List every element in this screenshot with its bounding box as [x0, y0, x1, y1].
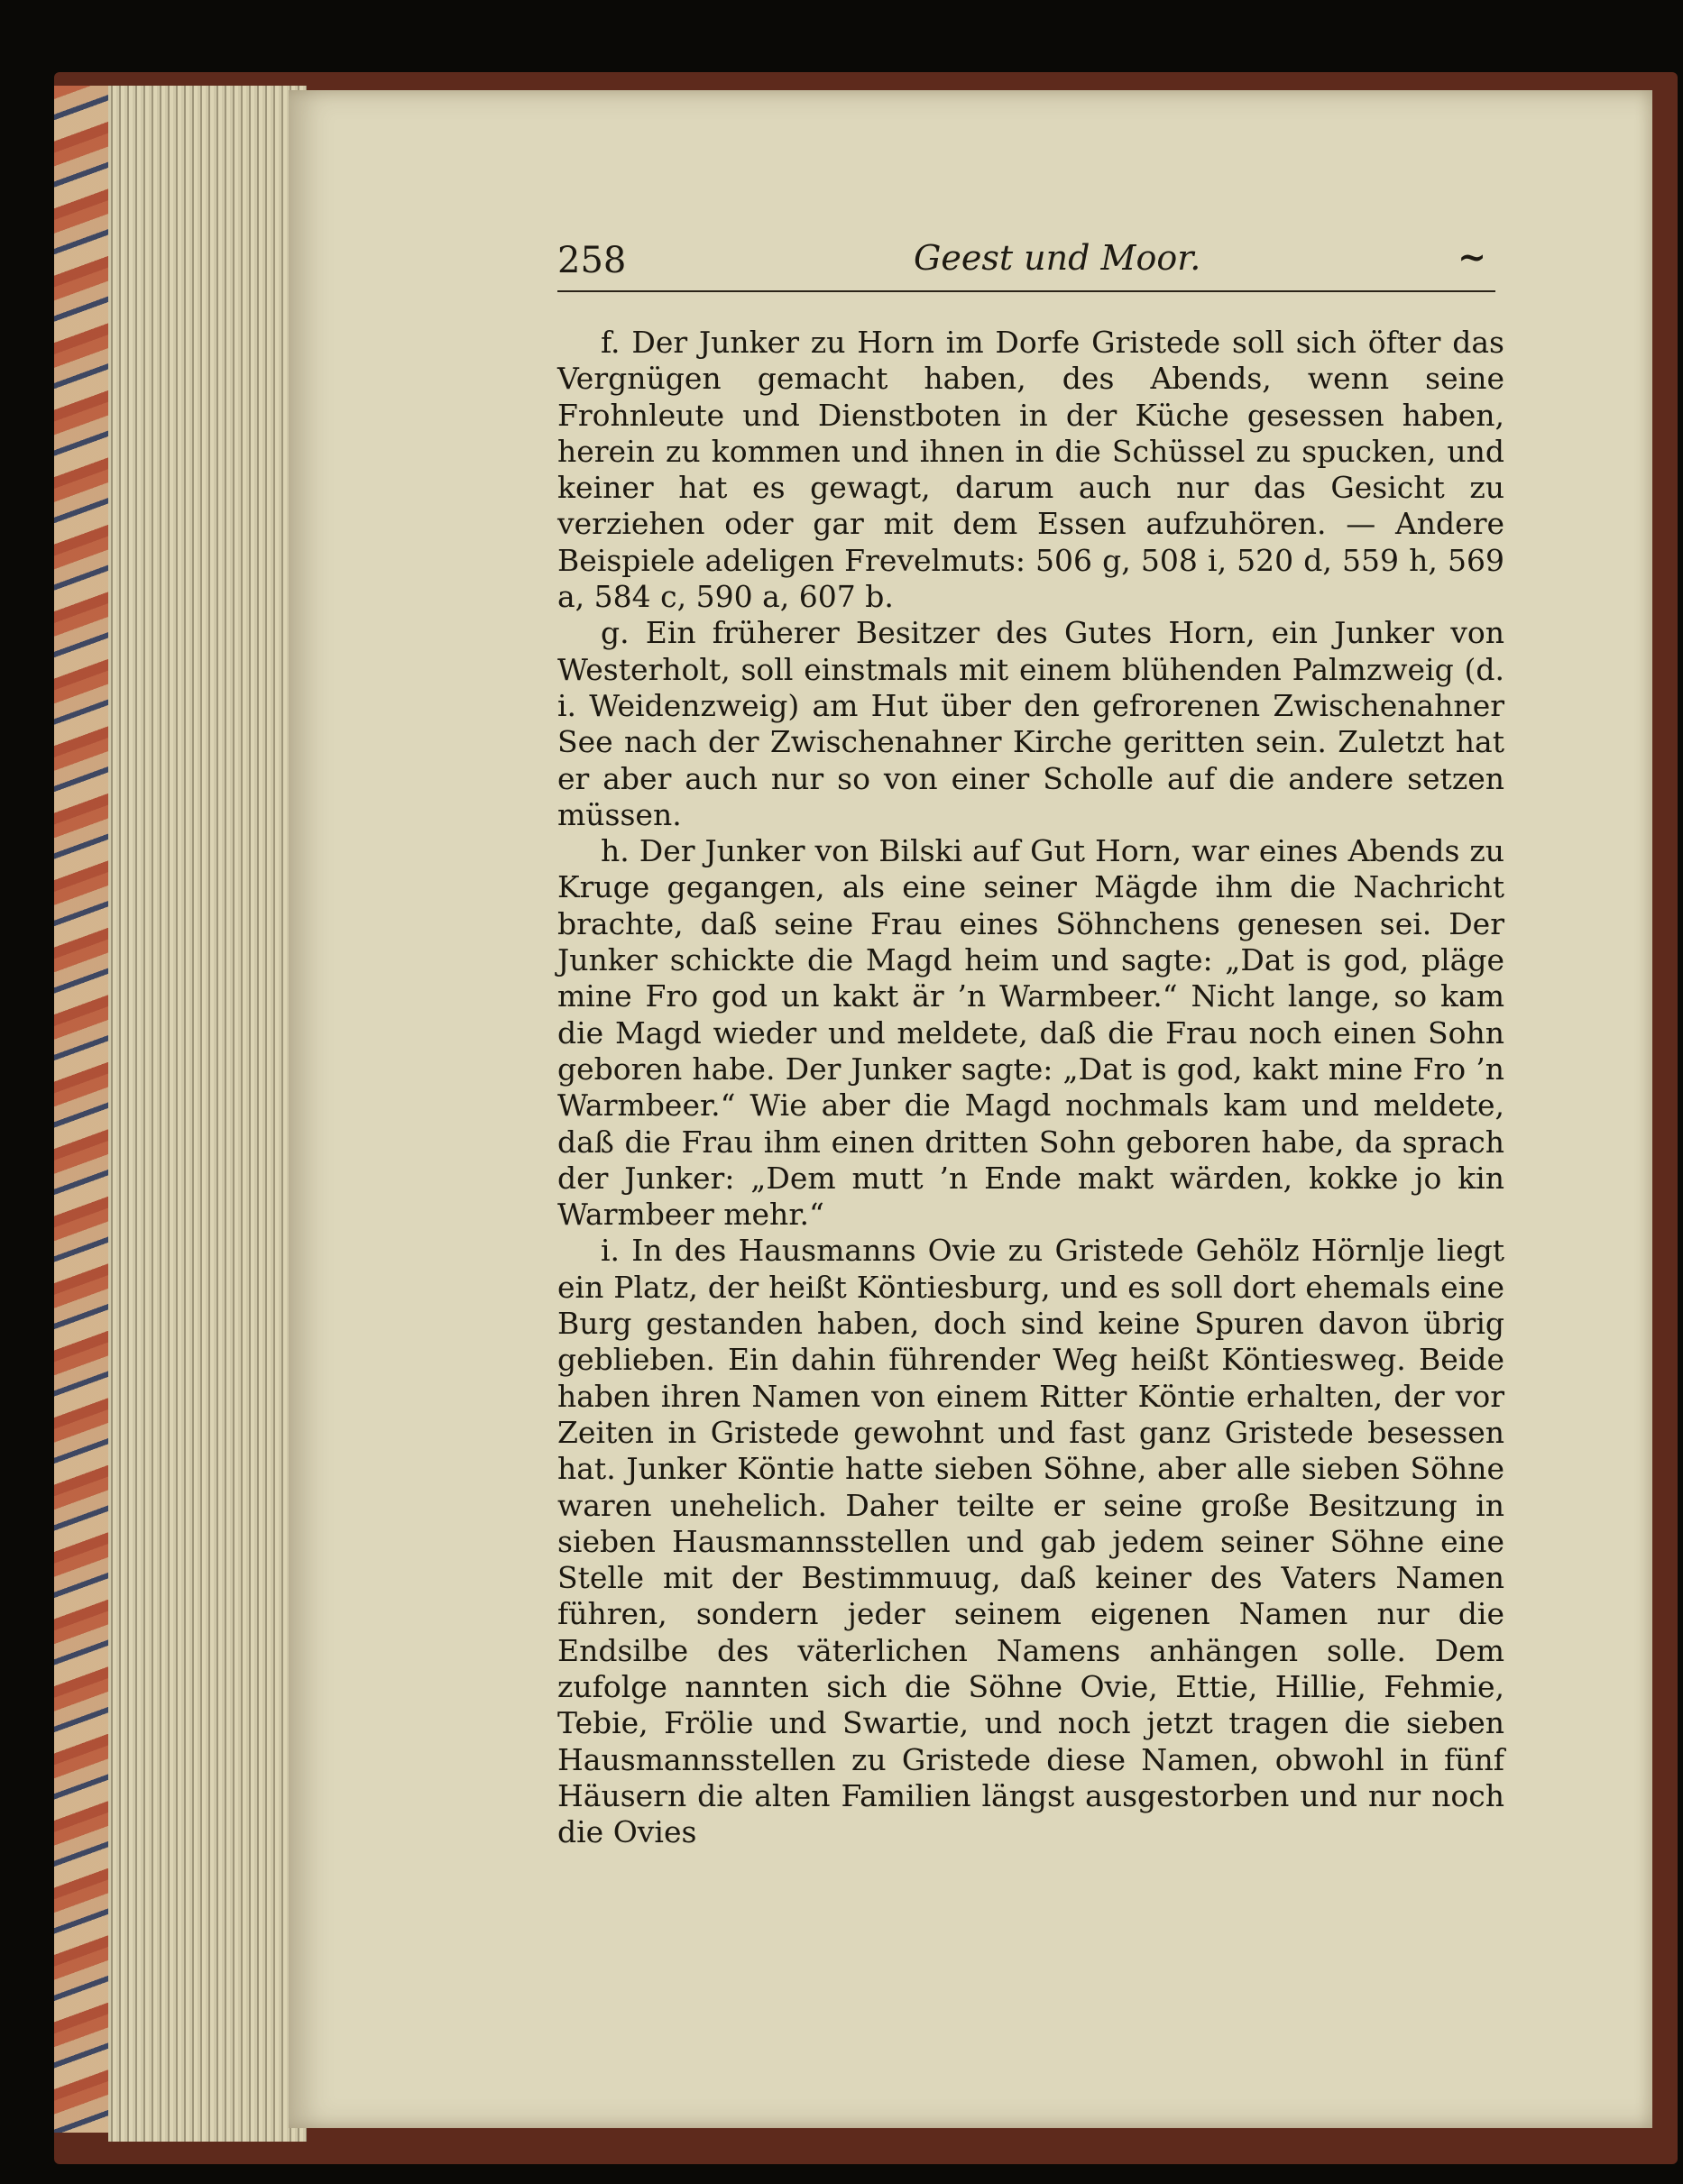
body-text — [557, 325, 1504, 1850]
paragraph-label: g. — [601, 615, 630, 651]
paragraph-f — [557, 325, 1504, 615]
paragraph-label: f. — [601, 325, 621, 360]
page-stack-edge — [108, 86, 307, 2142]
paragraph-text: Der Junker von Bilski auf Gut Horn, war eines Abends zu Kruge gegangen, als eine seiner Mägde ihm die Nachricht brachte, daß seine Frau eines Söhnchens genesen sei. Der Junker schickte die Magd heim und sagte: „Dat is god, pläge mine Fro god un kakt är ’n Warmbeer.“ Nicht lange, so kam die Magd wieder und meldete, daß die Frau noch einen Sohn geboren habe. Der Junker sagte: „Dat is god, kakt mine Fro ’n Warmbeer.“ Wie aber die Magd nochmals kam und meldete, daß die Frau ihm einen dritten Sohn geboren habe, da sprach der Junker: „Dem mutt ’n Ende makt wärden, kokke jo kin Warmbeer mehr.“ — [557, 833, 1504, 1233]
paragraph-text: Ein früherer Besitzer des Gutes Horn, ein Junker von Westerholt, soll einstmals mit einem blühenden Palmzweig (d. i. Weidenzweig) am Hut über den gefrorenen Zwischenahner See nach der Zwischenahner Kirche geritten sein. Zuletzt hat er aber auch nur so von einer Scholle auf die andere setzen müssen. — [557, 615, 1504, 832]
page-number: 258 — [557, 240, 627, 281]
paragraph-i — [557, 1233, 1504, 1850]
running-head — [557, 236, 1495, 292]
paragraph-h — [557, 833, 1504, 1233]
paragraph-label: i. — [601, 1233, 621, 1269]
paragraph-text: Der Junker zu Horn im Dorfe Gristede soll sich öfter das Vergnügen gemacht haben, des Abends, wenn seine Frohnleute und Dienstboten in der Küche gesessen haben, herein zu kommen und ihnen in die Schüssel zu spucken, und keiner hat es gewagt, darum auch nur das Gesicht zu verziehen oder gar mit dem Essen aufzuhören. — Andere Beispiele adeligen Frevelmuts: 506 g, 508 i, 520 d, 559 h, 569 a, 584 c, 590 a, 607 b. — [557, 325, 1504, 615]
paragraph-label: h. — [601, 833, 630, 869]
page-title: Geest und Moor. — [914, 238, 1201, 278]
paragraph-text: In des Hausmanns Ovie zu Gristede Gehölz Hörnlje liegt ein Platz, der heißt Köntiesburg, und es soll dort ehemals eine Burg gestanden haben, doch sind keine Spuren davon übrig geblieben. Ein dahin führender Weg heißt Köntiesweg. Beide haben ihren Namen von einem Ritter Köntie erhalten, der vor Zeiten in Gristede gewohnt und fast ganz Gristede besessen hat. Junker Köntie hatte sieben Söhne, aber alle sieben Söhne waren unehelich. Daher teilte er seine große Besitzung in sieben Hausmannsstellen und gab jedem seiner Söhne eine Stelle mit der Bestimmuug, daß keiner des Vaters Namen führen, sondern jeder seinem eigenen Namen nur die Endsilbe des väterlichen Namens anhängen solle. Dem zufolge nannten sich die Söhne Ovie, Ettie, Hillie, Fehmie, Tebie, Frölie und Swartie, und noch jetzt tragen die sieben Hausmannsstellen zu Gristede diese Namen, obwohl in fünf Häusern die alten Familien längst ausgestorben und nur noch die Ovies — [557, 1233, 1504, 1850]
paragraph-g — [557, 615, 1504, 833]
header-mark: ~ — [1458, 236, 1486, 277]
